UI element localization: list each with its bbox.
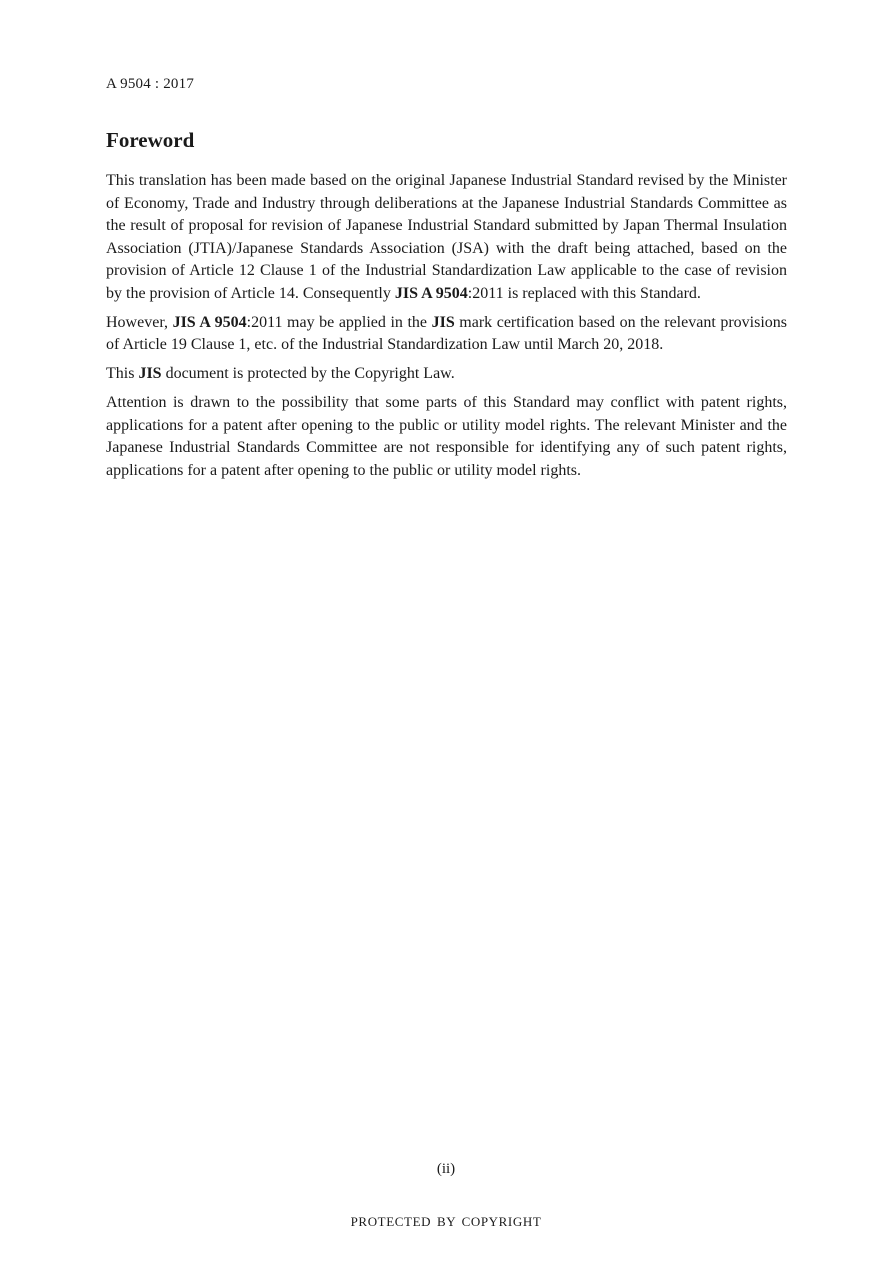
paragraph-text: :2011 is replaced with this Standard.	[467, 284, 701, 302]
paragraph-text: :2011 may be applied in the	[246, 313, 432, 331]
document-code: A 9504 : 2017	[106, 76, 195, 92]
paragraph-text: However,	[106, 313, 173, 331]
paragraph-text: document is protected by the Copyright Law.	[161, 365, 455, 382]
section-title: Foreword	[106, 128, 195, 152]
paragraph-text: Attention is drawn to the possibility that some parts of this Standard may conflict with patent rights, applications for a patent after opening to the public or utility model rights. The relevant Minister and the Japanese Industrial Standards Committee are not responsible for identifying any of such patent rights, applications for a patent after opening to the public or utility model rights.	[106, 394, 787, 479]
paragraph-text: This translation has been made based on the original Japanese Industrial Standard revised by the Minister of Economy, Trade and Industry through deliberations at the Japanese Industrial Standards Committee as the result of proposal for revision of Japanese Industrial Standard submitted by Japan Thermal Insulation Association (JTIA)/Japanese Standards Association (JSA) with the draft being attached, based on the provision of Article 12 Clause 1 of the Industrial Standardization Law applicable to the case of revision by the provision of Article 14. Consequently	[106, 172, 787, 302]
page-number: (ii)	[436, 1161, 456, 1177]
paragraph-text: mark certification based on the relevant provisions of Article 19 Clause 1, etc. of the Industrial Standardization Law until March 20, 2018.	[106, 313, 787, 353]
copyright-footer: PROTECTED BY COPYRIGHT	[350, 1214, 542, 1229]
paragraph-copyright	[106, 363, 787, 386]
foreword-body	[106, 170, 787, 489]
standard-reference: JIS A 9504	[172, 313, 247, 331]
paragraph-translation-basis	[106, 170, 787, 305]
standard-reference: JIS	[431, 313, 455, 331]
paragraph-text: This	[106, 365, 139, 382]
paragraph-patent-notice	[106, 392, 787, 482]
standard-reference: JIS A 9504	[394, 284, 468, 302]
standard-reference: JIS	[138, 365, 162, 382]
paragraph-transition-period	[106, 312, 787, 357]
